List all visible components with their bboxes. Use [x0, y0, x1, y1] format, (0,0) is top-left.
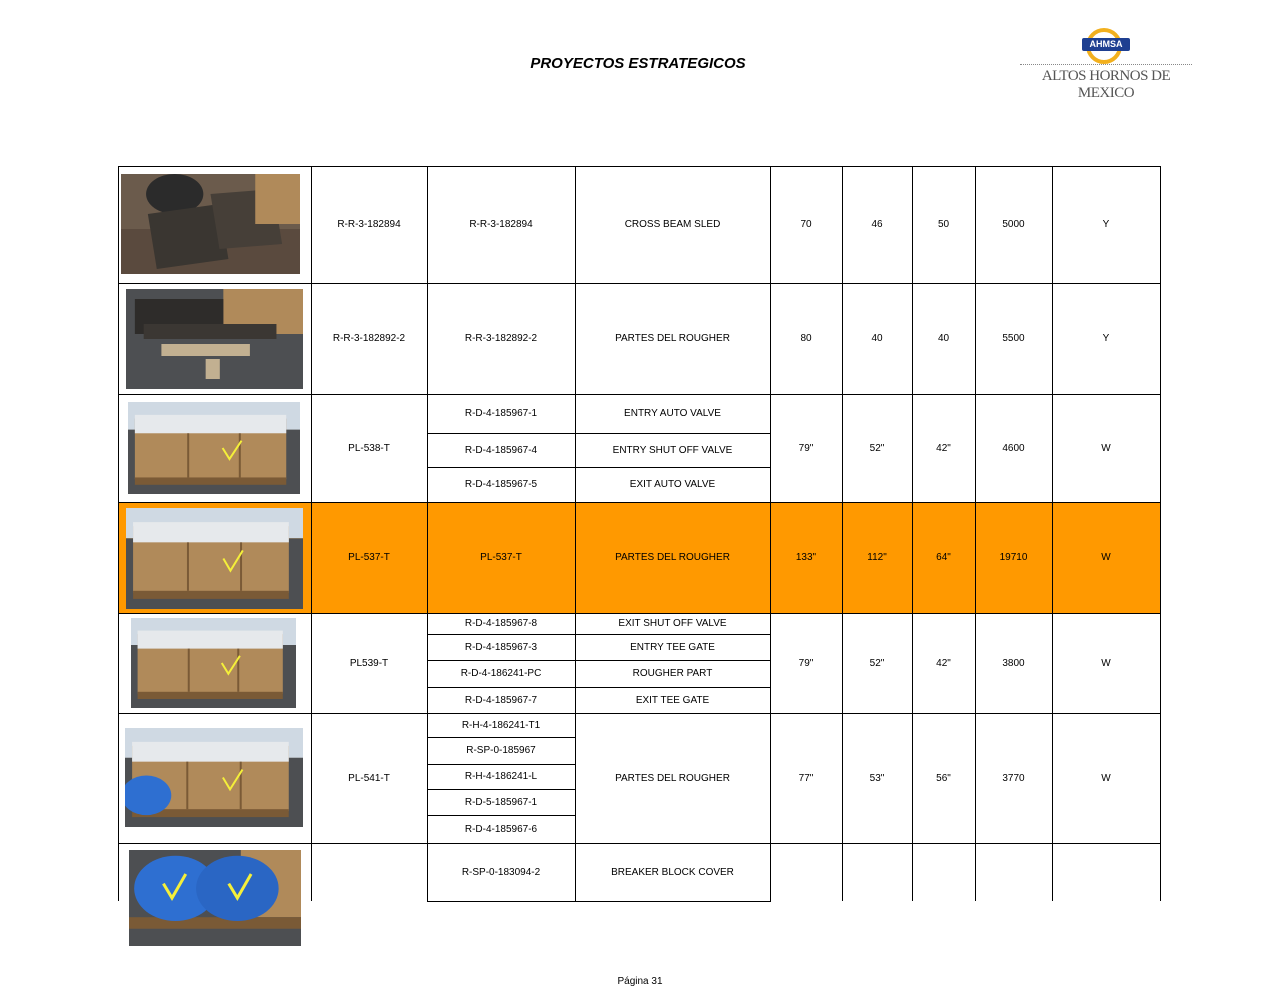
row-border	[118, 613, 1161, 614]
column-border	[311, 166, 312, 901]
description-cell: PARTES DEL ROUGHER	[615, 552, 730, 563]
width-cell: 52"	[869, 442, 885, 454]
status-cell: Y	[1102, 333, 1110, 344]
package-id-cell: PL-537-T	[348, 552, 390, 563]
part-number-cell: R-D-4-185967-6	[464, 823, 538, 835]
part-number-cell: R-SP-0-183094-2	[461, 866, 541, 878]
part-number-cell: R-D-4-185967-1	[464, 408, 538, 419]
column-border	[118, 166, 119, 901]
weight-cell: 4600	[1002, 442, 1025, 454]
package-id-cell: R-R-3-182892-2	[332, 333, 406, 344]
width-cell: 53"	[869, 772, 885, 784]
sub-row-border	[427, 737, 576, 738]
sub-row-border	[427, 634, 771, 635]
column-border	[575, 166, 576, 901]
description-cell: ENTRY TEE GATE	[630, 641, 715, 653]
sub-row-border	[427, 433, 771, 434]
description-cell: EXIT AUTO VALVE	[629, 479, 716, 490]
sub-row-border	[427, 660, 771, 661]
length-cell: 80	[800, 333, 812, 344]
page-break-mask	[305, 902, 1165, 962]
page-title: PROYECTOS ESTRATEGICOS	[530, 55, 746, 72]
column-border	[427, 166, 428, 901]
photo-cross-beam-sled	[121, 174, 300, 274]
package-id-cell: PL539-T	[349, 657, 389, 669]
photo-crate-pl537	[126, 508, 303, 609]
width-cell: 40	[871, 333, 883, 344]
logo-company-name: ALTOS HORNOS DE MEXICO	[1041, 68, 1171, 101]
part-number-cell: R-H-4-186241-L	[464, 771, 538, 782]
part-number-cell: R-R-3-182894	[469, 219, 533, 230]
length-cell: 79"	[798, 442, 814, 454]
weight-cell: 5000	[1002, 219, 1025, 230]
length-cell: 79"	[798, 657, 814, 669]
description-cell: CROSS BEAM SLED	[624, 219, 721, 230]
page-number: Página 31	[617, 976, 663, 987]
package-id-cell: PL-541-T	[348, 772, 390, 784]
part-number-cell: R-D-4-185967-8	[464, 618, 538, 629]
sub-row-border	[427, 764, 576, 765]
part-number-cell: R-R-3-182892-2	[464, 333, 538, 344]
description-cell: ROUGHER PART	[632, 668, 713, 679]
height-cell: 40	[937, 333, 950, 344]
weight-cell: 19710	[999, 552, 1028, 563]
length-cell: 77"	[798, 772, 814, 784]
logo-divider	[1020, 64, 1192, 65]
status-cell: W	[1101, 442, 1111, 454]
width-cell: 112"	[867, 552, 887, 563]
status-cell: Y	[1102, 219, 1110, 230]
photo-crate-pl539	[131, 618, 296, 708]
description-cell: EXIT TEE GATE	[635, 694, 710, 706]
description-cell: PARTES DEL ROUGHER	[615, 772, 730, 784]
part-number-cell: R-SP-0-185967	[466, 745, 536, 756]
weight-cell: 5500	[1002, 333, 1025, 344]
weight-cell: 3770	[1002, 772, 1025, 784]
height-cell: 50	[937, 219, 950, 230]
column-border	[842, 166, 843, 901]
row-border	[118, 283, 1161, 284]
part-number-cell: R-D-4-185967-7	[464, 694, 538, 706]
sub-row-border	[427, 789, 576, 790]
part-number-cell: R-H-4-186241-T1	[461, 719, 541, 731]
length-cell: 70	[800, 219, 812, 230]
status-cell: W	[1101, 657, 1111, 669]
description-cell: BREAKER BLOCK COVER	[611, 866, 734, 878]
part-number-cell: R-D-4-185967-3	[464, 641, 538, 653]
part-number-cell: PL-537-T	[480, 552, 522, 563]
photo-crate-pl541	[125, 728, 303, 827]
row-border	[118, 502, 1161, 503]
company-logo	[1020, 24, 1192, 101]
height-cell: 42"	[936, 442, 951, 454]
sub-row-border	[427, 815, 576, 816]
description-cell: EXIT SHUT OFF VALVE	[618, 618, 727, 629]
part-number-cell: R-D-4-185967-5	[464, 479, 538, 490]
photo-rougher-parts-frame	[126, 289, 303, 389]
logo-badge: AHMSA	[1082, 38, 1130, 51]
column-border	[975, 166, 976, 901]
column-border	[770, 166, 771, 901]
width-cell: 46	[871, 219, 883, 230]
package-id-cell: PL-538-T	[348, 442, 390, 454]
height-cell: 42"	[936, 657, 951, 669]
height-cell: 56"	[936, 772, 951, 784]
row-border	[118, 843, 1161, 844]
sub-row-border	[427, 687, 771, 688]
row-border	[118, 713, 1161, 714]
description-cell: ENTRY AUTO VALVE	[624, 408, 721, 419]
row-border	[118, 394, 1161, 395]
status-cell: W	[1101, 772, 1111, 784]
row-border	[118, 166, 1161, 167]
sub-row-border	[427, 467, 771, 468]
photo-crate-pl538	[128, 402, 300, 494]
column-border	[1160, 166, 1161, 901]
part-number-cell: R-D-4-185967-4	[464, 444, 538, 456]
column-border	[1052, 166, 1053, 901]
width-cell: 52"	[869, 657, 885, 669]
part-number-cell: R-D-5-185967-1	[464, 796, 538, 808]
package-id-cell: R-R-3-182894	[337, 219, 401, 230]
length-cell: 133"	[795, 552, 817, 563]
status-cell: W	[1101, 552, 1111, 563]
column-border	[912, 166, 913, 901]
height-cell: 64"	[936, 552, 951, 563]
photo-blue-covers-pl542	[129, 850, 301, 946]
description-cell: ENTRY SHUT OFF VALVE	[612, 444, 733, 456]
weight-cell: 3800	[1002, 657, 1025, 669]
part-number-cell: R-D-4-186241-PC	[460, 668, 542, 679]
description-cell: PARTES DEL ROUGHER	[615, 333, 730, 344]
